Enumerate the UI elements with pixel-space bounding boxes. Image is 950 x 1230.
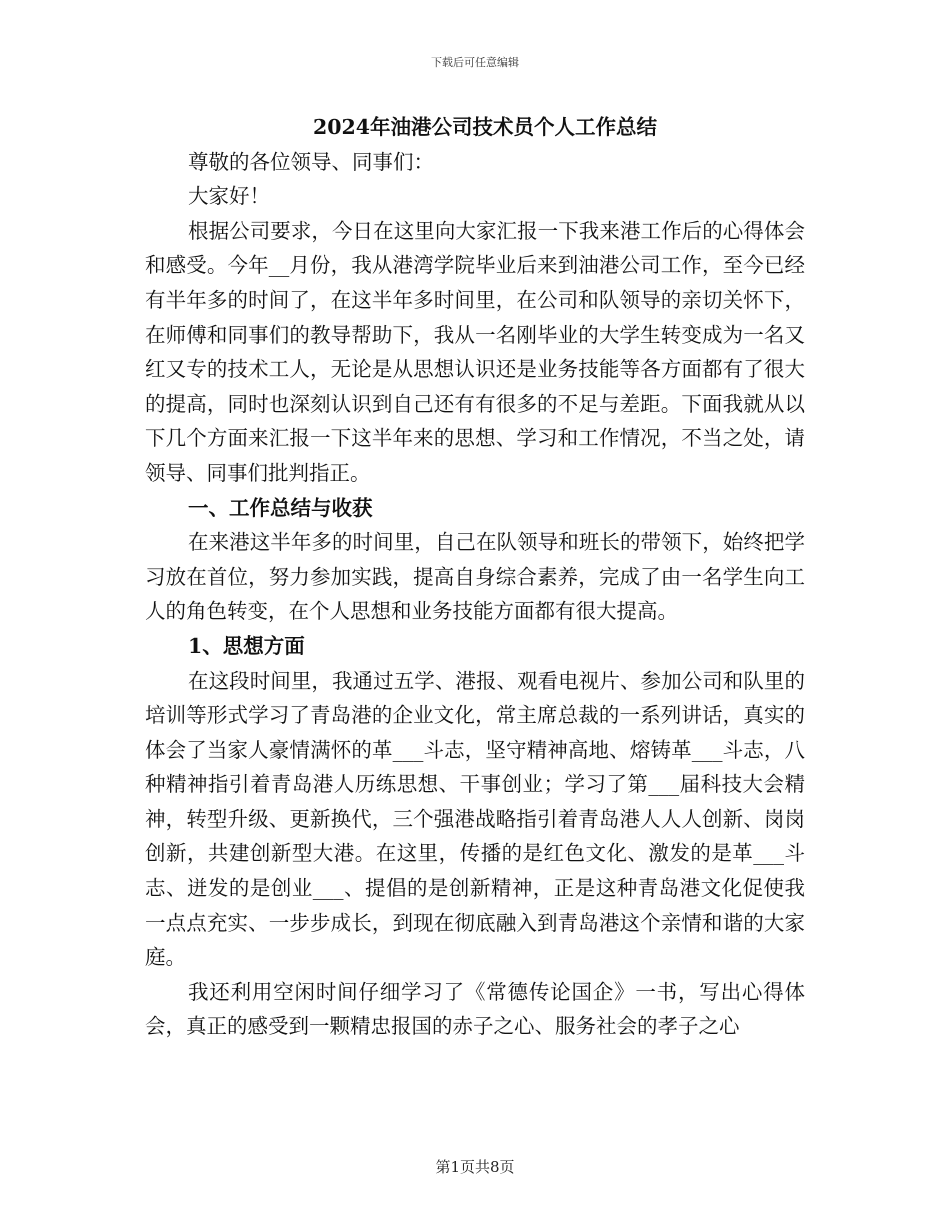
- page-header: 下载后可任意编辑: [431, 56, 519, 69]
- intro-paragraph: 根据公司要求，今日在这里向大家汇报一下我来港工作后的心得体会和感受。今年__月份，我从港湾学院毕业后来到油港公司工作，至今已经有半年多的时间了，在这半年多时间里，在公司和队领导的亲切关怀下，在师傅和同事们的教导帮助下，我从一名刚毕业的大学生转变成为一名又红又专的技术工人，无论是从思想认识还是业务技能等各方面都有了很大的提高，同时也深刻认识到自己还有有很多的不足与差距。下面我就从以下几个方面来汇报一下这半年来的思想、学习和工作情况，不当之处，请领导、同事们批判指正。: [145, 218, 805, 485]
- section-1-paragraph: 在来港这半年多的时间里，自己在队领导和班长的带领下，始终把学习放在首位，努力参加实践，提高自身综合素养，完成了由一名学生向工人的角色转变，在个人思想和业务技能方面都有很大提高。: [145, 530, 805, 624]
- salutation: 尊敬的各位领导、同事们：: [188, 149, 434, 174]
- greeting: 大家好！: [188, 184, 270, 209]
- thought-paragraph: 在这段时间里，我通过五学、港报、观看电视片、参加公司和队里的培训等形式学习了青岛港的企业文化，常主席总裁的一系列讲话，真实的体会了当家人豪情满怀的革___斗志，坚守精神高地、熔铸革___斗志，八种精神指引着青岛港人历练思想、干事创业；学习了第___届科技大会精神，转型升级、更新换代，三个强港战略指引着青岛港人人人创新、岗岗创新，共建创新型大港。在这里，传播的是红色文化、激发的是革___斗志、迸发的是创业___、提倡的是创新精神，正是这种青岛港文化促使我一点点充实、一步步成长，到现在彻底融入到青岛港这个亲情和谐的大家庭。: [145, 668, 805, 970]
- section-heading-1: 一、工作总结与收获: [188, 495, 373, 520]
- subsection-heading-thought: 1、思想方面: [188, 633, 305, 658]
- page-footer: 第1页共8页: [435, 1158, 515, 1176]
- study-paragraph: 我还利用空闲时间仔细学习了《常德传论国企》一书，写出心得体会，真正的感受到一颗精忠报国的赤子之心、服务社会的孝子之心: [145, 979, 805, 1039]
- document-body: [145, 110, 805, 1044]
- document-title: 2024年油港公司技术员个人工作总结: [312, 115, 658, 139]
